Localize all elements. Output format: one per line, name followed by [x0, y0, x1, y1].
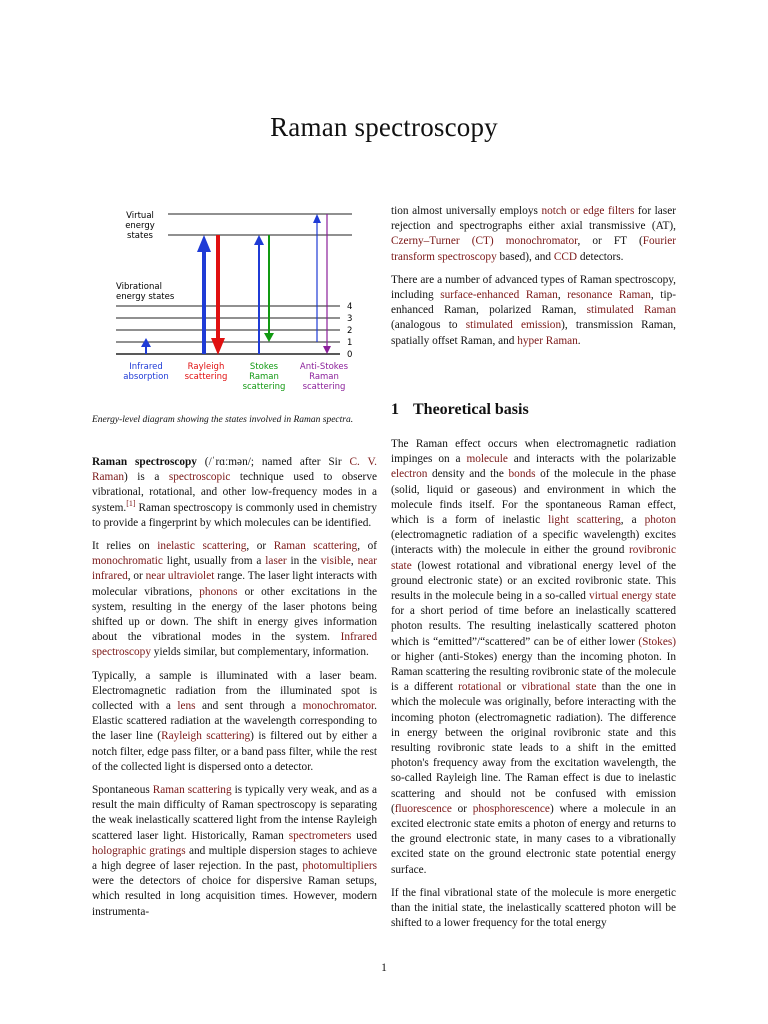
link-electron[interactable]: electron — [391, 468, 428, 481]
link-infrared-spectroscopy[interactable]: Infrared spectroscopy — [92, 631, 377, 659]
level-label-4: 4 — [347, 302, 353, 312]
rayleigh-up-arrowhead — [197, 235, 211, 252]
rayleigh-down-arrowhead — [211, 338, 225, 355]
left-column — [92, 455, 377, 928]
antistokes-down-arrowhead — [323, 346, 331, 354]
link-spectroscopic[interactable]: spectroscopic — [168, 471, 231, 484]
link-virtual-energy-state[interactable]: virtual energy state — [589, 590, 676, 603]
rayleigh-label-2: scattering — [184, 372, 228, 382]
link-laser[interactable]: laser — [265, 555, 287, 568]
link-surface-enhanced-raman[interactable]: surface-enhanced Raman — [440, 289, 558, 302]
energy-level-svg — [112, 200, 372, 400]
link-bonds[interactable]: bonds — [508, 468, 536, 481]
stokes-label-1: Stokes — [249, 362, 279, 372]
link-stokes[interactable]: (Stokes) — [638, 635, 676, 648]
link-rovibronic-state[interactable]: rovibronic state — [391, 544, 676, 572]
stokes-label-3: scattering — [242, 382, 286, 392]
link-rotational[interactable]: rotational — [458, 681, 502, 694]
vibrational-label-2: energy states — [116, 292, 175, 302]
left-paragraph-1: Raman spectroscopy (/ˈrɑːmən/; named after Sir C. V. Raman) is a spectroscopic technique used to observe vibrational, rotational, and other low-frequency modes in a system.[1] Raman spectroscopy is commonly used in chemistry to provide a fingerprint by which molecules can be identified. — [92, 456, 377, 529]
lead-term: Raman spectroscopy — [92, 456, 197, 468]
link-resonance-raman[interactable]: resonance Raman — [567, 289, 651, 302]
link-spectrometers[interactable]: spectrometers — [288, 829, 352, 842]
left-paragraph-4: Spontaneous Raman scattering is typically very weak, and as a result the main difficulty of Raman spectroscopy is separating the weak inelastically scattered light from the intense Rayleigh scattered laser light. Historically, Raman spectrometers used holographic gratings and multiple dispersion stages to achieve a high degree of laser rejection. In the past, photomultipliers were the detectors of choice for dispersive Raman setups, which resulted in long acquisition times. However, modern instrumenta- — [92, 784, 377, 918]
stokes-label-2: Raman — [249, 372, 279, 382]
antistokes-label-1: Anti-Stokes — [299, 362, 349, 372]
link-photon[interactable]: photon — [644, 514, 676, 527]
virtual-label-2: energy — [125, 221, 155, 231]
link-molecule[interactable]: molecule — [466, 453, 508, 466]
right-paragraph-2: There are a number of advanced types of Raman spectroscopy, including surface-enhanced Raman, resonance Raman, tip-enhanced Raman, polarized Raman, stimulated Raman (analogous to stimulated emission), transmission Raman, spatially offset Raman, and hyper Raman. — [391, 273, 676, 347]
link-fluorescence[interactable]: fluorescence — [394, 802, 452, 815]
link-near-infrared[interactable]: near infrared — [92, 555, 378, 583]
link-photomultipliers[interactable]: photomultipliers — [302, 860, 377, 873]
left-paragraph-3: Typically, a sample is illuminated with a laser beam. Electromagnetic radiation from the illuminated spot is collected with a lens and sent through a monochromator. Elastic scattered radiation at the wavelength corresponding to the laser line (Rayleigh scattering) is filtered out by either a notch filter, edge pass filter, or a band pass filter, while the rest of the collected light is dispersed onto a detector. — [92, 669, 377, 773]
section-heading — [391, 401, 529, 419]
right-column-top — [391, 204, 676, 357]
link-visible[interactable]: visible — [320, 555, 351, 568]
link-raman-scattering-2[interactable]: Raman scattering — [152, 784, 232, 797]
vibrational-label-1: Vibrational — [116, 282, 162, 292]
link-czerny-turner[interactable]: Czerny–Turner (CT) monochromator — [391, 235, 578, 248]
reference-1[interactable]: [1] — [126, 498, 136, 508]
level-label-0: 0 — [347, 350, 353, 360]
right-paragraph-4: If the final vibrational state of the molecule is more energetic than the initial state, the inelastically scattered photon will be shifted to a lower frequency for the total energy — [391, 886, 676, 930]
right-paragraph-3: The Raman effect occurs when electromagnetic radiation impinges on a molecule and interacts with the polarizable electron density and the bonds of the molecule in the phase (solid, liquid or gaseous) and environment in which the molecule finds itself. For the spontaneous Raman effect, which is a form of inelastic light scattering, a photon (electromagnetic radiation of a specific wavelength) excites (interacts with) the molecule in either the ground rovibronic state (lowest rotational and vibrational energy level of the ground electronic state) or an excited rovibronic state. This results in the molecule being in a so-called virtual energy state for a short period of time before an inelastically scattered photon results. The resulting inelastically scattered photon which is “emitted”/“scattered” can be of either lower (Stokes) or higher (anti-Stokes) energy than the incoming photon. In Raman scattering the resulting rovibronic state of the molecule is a different rotational or vibrational state than the one in which the molecule was originally, before interacting with the incoming photon (electromagnetic radiation). The difference in energy between the original rovibronic state and this resulting rovibronic state leads to a shift in the emitted photon's frequency away from the excitation wavelength, the so-called Rayleigh line. The Raman effect is due to inelastic scattering and should not be confused with emission (fluorescence or phosphorescence) where a molecule in an excited electronic state emits a photon of energy and returns to the ground electronic state, in many cases to a vibrationally excited state on the ground electronic state potential energy surface. — [391, 438, 677, 876]
link-stimulated-raman[interactable]: stimulated Raman — [586, 304, 676, 317]
antistokes-up-arrowhead — [313, 214, 321, 223]
level-label-1: 1 — [347, 338, 353, 348]
level-label-3: 3 — [347, 314, 353, 324]
left-paragraph-2: It relies on inelastic scattering, or Raman scattering, of monochromatic light, usually from a laser in the visible, near infrared, or near ultraviolet range. The laser light interacts with molecular vibrations, phonons or other excitations in the system, resulting in the energy of the laser photons being shifted up or down. The shift in energy gives information about the vibrational modes in the system. Infrared spectroscopy yields similar, but complementary, information. — [92, 540, 378, 659]
section-number: 1 — [391, 401, 399, 418]
right-column-bottom — [391, 437, 676, 940]
antistokes-label-2: Raman — [309, 372, 339, 382]
stokes-down-arrowhead — [264, 333, 274, 342]
link-holographic-gratings[interactable]: holographic gratings — [92, 844, 186, 857]
link-stimulated-emission[interactable]: stimulated emission — [465, 319, 562, 332]
link-inelastic-scattering[interactable]: inelastic scattering — [157, 540, 247, 553]
antistokes-label-3: scattering — [302, 382, 346, 392]
page-number: 1 — [381, 962, 387, 974]
link-cv-raman[interactable]: C. V. Raman — [92, 456, 377, 484]
right-paragraph-1: tion almost universally employs notch or edge filters for laser rejection and spectrographs either axial transmissive (AT), Czerny–Turner (CT) monochromator, or FT (Fourier transform spectroscopy based), and CCD detectors. — [391, 205, 676, 263]
link-rayleigh-scattering[interactable]: Rayleigh scattering — [161, 730, 251, 743]
link-light-scattering[interactable]: light scattering — [548, 514, 621, 527]
stokes-up-arrowhead — [254, 235, 264, 245]
figure-caption: Energy-level diagram showing the states involved in Raman spectra. — [92, 415, 354, 425]
virtual-label-3: states — [127, 231, 153, 241]
link-vibrational-state[interactable]: vibrational state — [521, 681, 597, 694]
level-label-2: 2 — [347, 326, 353, 336]
link-phosphorescence[interactable]: phosphorescence — [472, 802, 550, 815]
section-title: Theoretical basis — [413, 401, 529, 418]
energy-level-diagram — [112, 200, 372, 400]
link-near-ultraviolet[interactable]: near ultraviolet — [145, 570, 215, 583]
infrared-label-1: Infrared — [129, 362, 163, 372]
link-ccd[interactable]: CCD — [553, 250, 578, 263]
rayleigh-label-1: Rayleigh — [187, 362, 225, 372]
link-fourier-transform[interactable]: Fourier transform spectroscopy — [391, 235, 676, 263]
link-lens[interactable]: lens — [177, 700, 196, 713]
link-monochromatic[interactable]: monochromatic — [92, 555, 163, 568]
link-hyper-raman[interactable]: hyper Raman — [517, 334, 578, 347]
page-title: Raman spectroscopy — [270, 112, 498, 142]
infrared-label-2: absorption — [123, 372, 169, 382]
virtual-label-1: Virtual — [126, 211, 154, 221]
link-notch-edge-filters[interactable]: notch or edge filters — [541, 205, 635, 217]
link-raman-scattering[interactable]: Raman scattering — [273, 540, 358, 553]
link-monochromator[interactable]: monochromator — [302, 700, 375, 713]
link-phonons[interactable]: phonons — [199, 585, 238, 598]
